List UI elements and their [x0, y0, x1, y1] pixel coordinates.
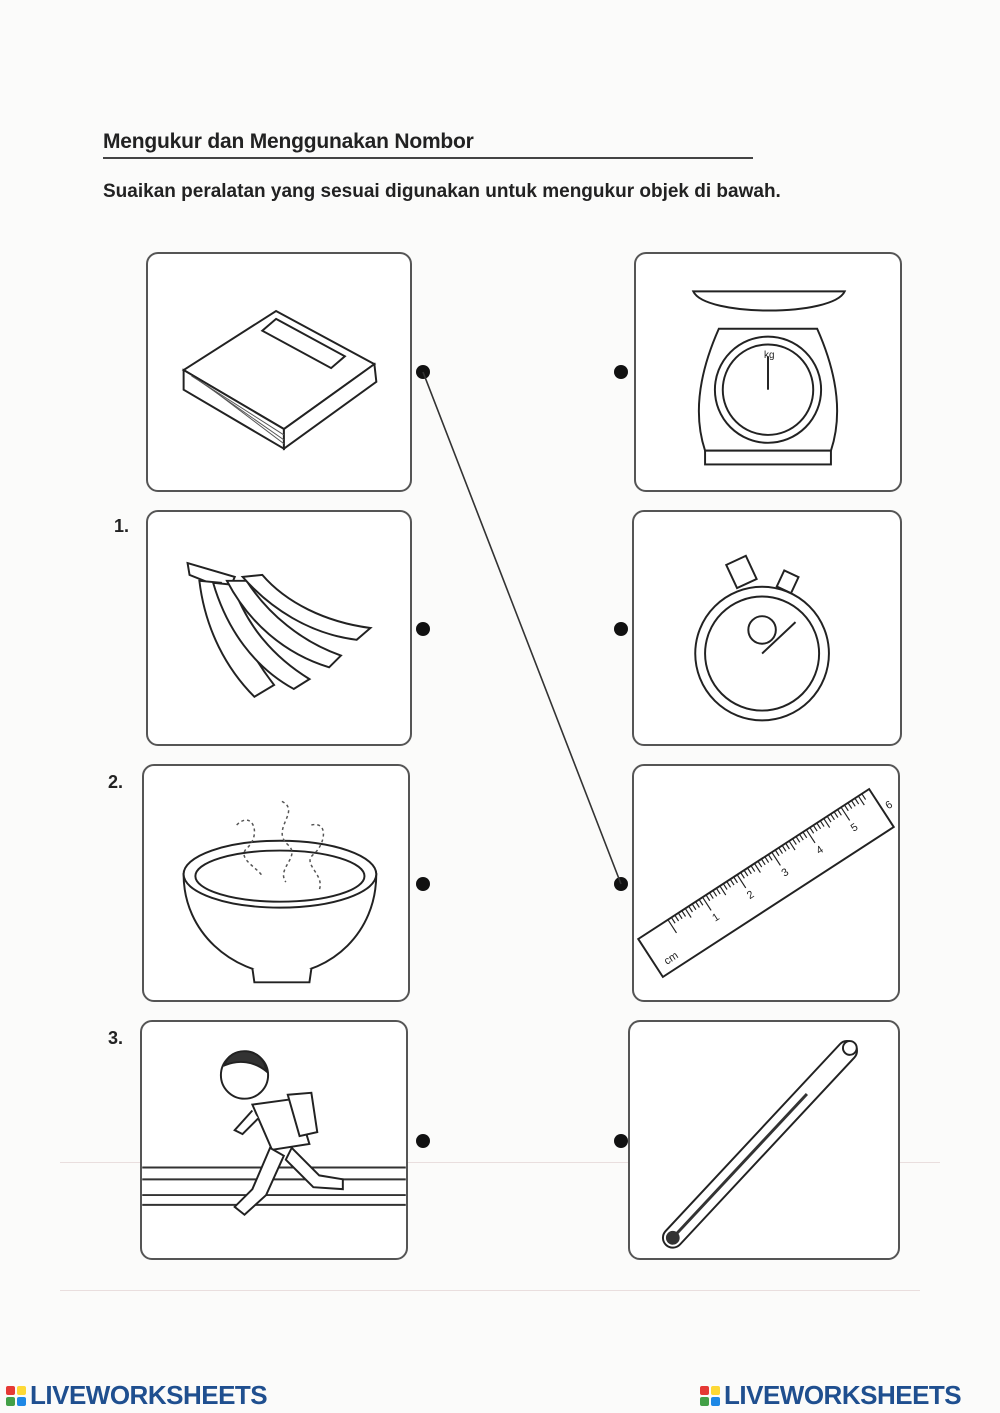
page-title: Mengukur dan Menggunakan Nombor [103, 130, 474, 153]
title-underline [103, 157, 753, 159]
match-dot-right-stopwatch[interactable] [614, 622, 628, 636]
ruler-number: 3 [779, 866, 792, 880]
stopwatch-icon [634, 512, 900, 744]
footer-brand-left [6, 1380, 267, 1411]
match-dot-right-thermometer[interactable] [614, 1134, 628, 1148]
running-boy-icon [142, 1022, 406, 1258]
ruler-unit-label: cm [661, 949, 681, 968]
book-icon [148, 254, 410, 490]
ruler-number: 2 [744, 888, 757, 902]
ruler-number: 4 [814, 843, 826, 857]
bananas-icon [148, 512, 410, 744]
thermometer-icon [630, 1022, 898, 1258]
ruler-number: 6 [883, 798, 895, 812]
object-card-bananas [146, 510, 412, 746]
instruction-text: Suaikan peralatan yang sesuai digunakan untuk mengukur objek di bawah. [103, 181, 781, 202]
object-card-book [146, 252, 412, 492]
object-card-running-boy [140, 1020, 408, 1260]
brand-text-right: LIVEWORKSHEETS [724, 1380, 962, 1410]
background-line [60, 1290, 920, 1291]
footer-brand-right [700, 1380, 961, 1411]
match-dot-right-scale[interactable] [614, 365, 628, 379]
ruler-icon [634, 766, 898, 1000]
question-number-1: 1. [114, 516, 130, 536]
liveworksheets-logo-icon [700, 1386, 720, 1406]
object-card-hot-bowl [142, 764, 410, 1002]
brand-text-left: LIVEWORKSHEETS [30, 1380, 268, 1410]
match-dot-left-bowl[interactable] [416, 877, 430, 891]
tool-card-ruler [632, 764, 900, 1002]
question-number-2: 2. [108, 772, 124, 792]
match-dot-right-ruler[interactable] [614, 877, 628, 891]
weighing-scale-icon [636, 254, 900, 490]
match-dot-left-bananas[interactable] [416, 622, 430, 636]
liveworksheets-logo-icon [6, 1386, 26, 1406]
scale-unit-label: kg [764, 350, 775, 362]
tool-card-weighing-scale [634, 252, 902, 492]
match-dot-left-boy[interactable] [416, 1134, 430, 1148]
match-dot-left-book[interactable] [416, 365, 430, 379]
hot-bowl-icon [144, 766, 408, 1000]
tool-card-thermometer [628, 1020, 900, 1260]
ruler-number: 1 [710, 911, 722, 925]
ruler-number: 5 [848, 821, 861, 835]
tool-card-stopwatch [632, 510, 902, 746]
question-number-3: 3. [108, 1028, 124, 1048]
